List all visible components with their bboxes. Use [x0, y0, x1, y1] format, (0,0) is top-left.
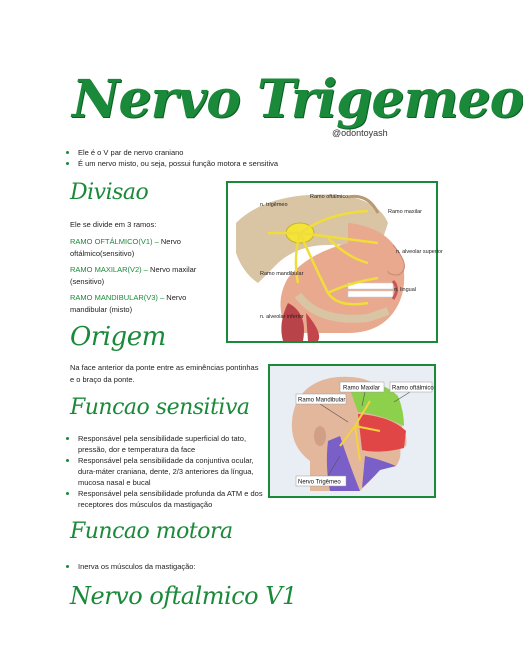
list-item: É um nervo misto, ou seja, possui função motora e sensitiva	[64, 158, 364, 169]
label-trigemeo: n. trigêmeo	[260, 202, 288, 208]
ramo-maxilar	[70, 264, 210, 288]
ramo-desc: Nervo mandibular (misto)	[70, 293, 187, 314]
label-ramo-maxilar: Ramo Maxilar	[343, 385, 381, 392]
label-ramo-oftalmico: Ramo oftálmico	[310, 194, 349, 200]
funcao-sensitiva-list	[64, 433, 264, 510]
trigeminal-dermatome-figure	[268, 364, 436, 498]
list-item: Responsável pela sensibilidade superficial do tato, pressão, dor e temperatura da face	[64, 433, 264, 455]
ramo-name: RAMO OFTÁLMICO(V1)	[70, 237, 153, 246]
label-nervo-trigemeo: Nervo Trigêmeo	[298, 479, 341, 486]
intro-bullet-list	[64, 147, 364, 169]
label-alveolar-inferior: n. alveolar inferior	[260, 314, 304, 320]
trigeminal-anatomy-figure	[226, 181, 443, 343]
ramo-desc: Nervo maxilar (sensitivo)	[70, 265, 197, 286]
section-heading-funcao-sensitiva: Funcao sensitiva	[70, 395, 250, 420]
label-alveolar-superior: n. alveolar superior	[396, 249, 443, 255]
section-heading-nervo-oftalmico: Nervo oftalmico V1	[70, 582, 297, 610]
ramo-name: RAMO MANDIBULAR(V3)	[70, 293, 158, 302]
ramo-desc: Nervo oftálmico(sensitivo)	[70, 237, 181, 258]
label-ramo-maxilar: Ramo maxilar	[388, 209, 422, 215]
page-title: Nervo Trigemeo	[72, 69, 523, 130]
section-heading-origem: Origem	[70, 322, 166, 352]
author-handle: @odontoyash	[332, 128, 388, 138]
list-item: Responsável pela sensibilidade da conjuntiva ocular, dura-máter craniana, dente, 2/3 anteriores da língua, mucosa nasal e bucal	[64, 455, 264, 488]
origem-text: Na face anterior da ponte entre as eminências pontinhas e o braço da ponte.	[70, 363, 259, 384]
ramo-dash: –	[141, 265, 151, 274]
ramo-dash: –	[157, 293, 167, 302]
label-ramo-oftalmico: Ramo oftálmico	[392, 385, 434, 392]
label-ramo-mandibular: Ramo mandibular	[260, 271, 304, 277]
ramo-oftalmico	[70, 236, 210, 260]
ramo-dash: –	[152, 237, 161, 246]
divisao-intro: Ele se divide em 3 ramos:	[70, 220, 157, 229]
list-item: Ele é o V par de nervo craniano	[64, 147, 364, 158]
ramo-mandibular	[70, 292, 210, 316]
list-item: Inerva os músculos da mastigação:	[64, 561, 314, 572]
funcao-motora-list	[64, 561, 314, 572]
section-heading-funcao-motora: Funcao motora	[70, 519, 233, 544]
label-lingual: n. lingual	[394, 287, 417, 293]
section-heading-divisao: Divisao	[70, 180, 149, 205]
list-item: Responsável pela sensibilidade profunda da ATM e dos receptores dos músculos da mastigação	[64, 488, 264, 510]
label-ramo-mandibular: Ramo Mandibular	[298, 397, 346, 404]
ramo-name: RAMO MAXILAR(V2)	[70, 265, 142, 274]
